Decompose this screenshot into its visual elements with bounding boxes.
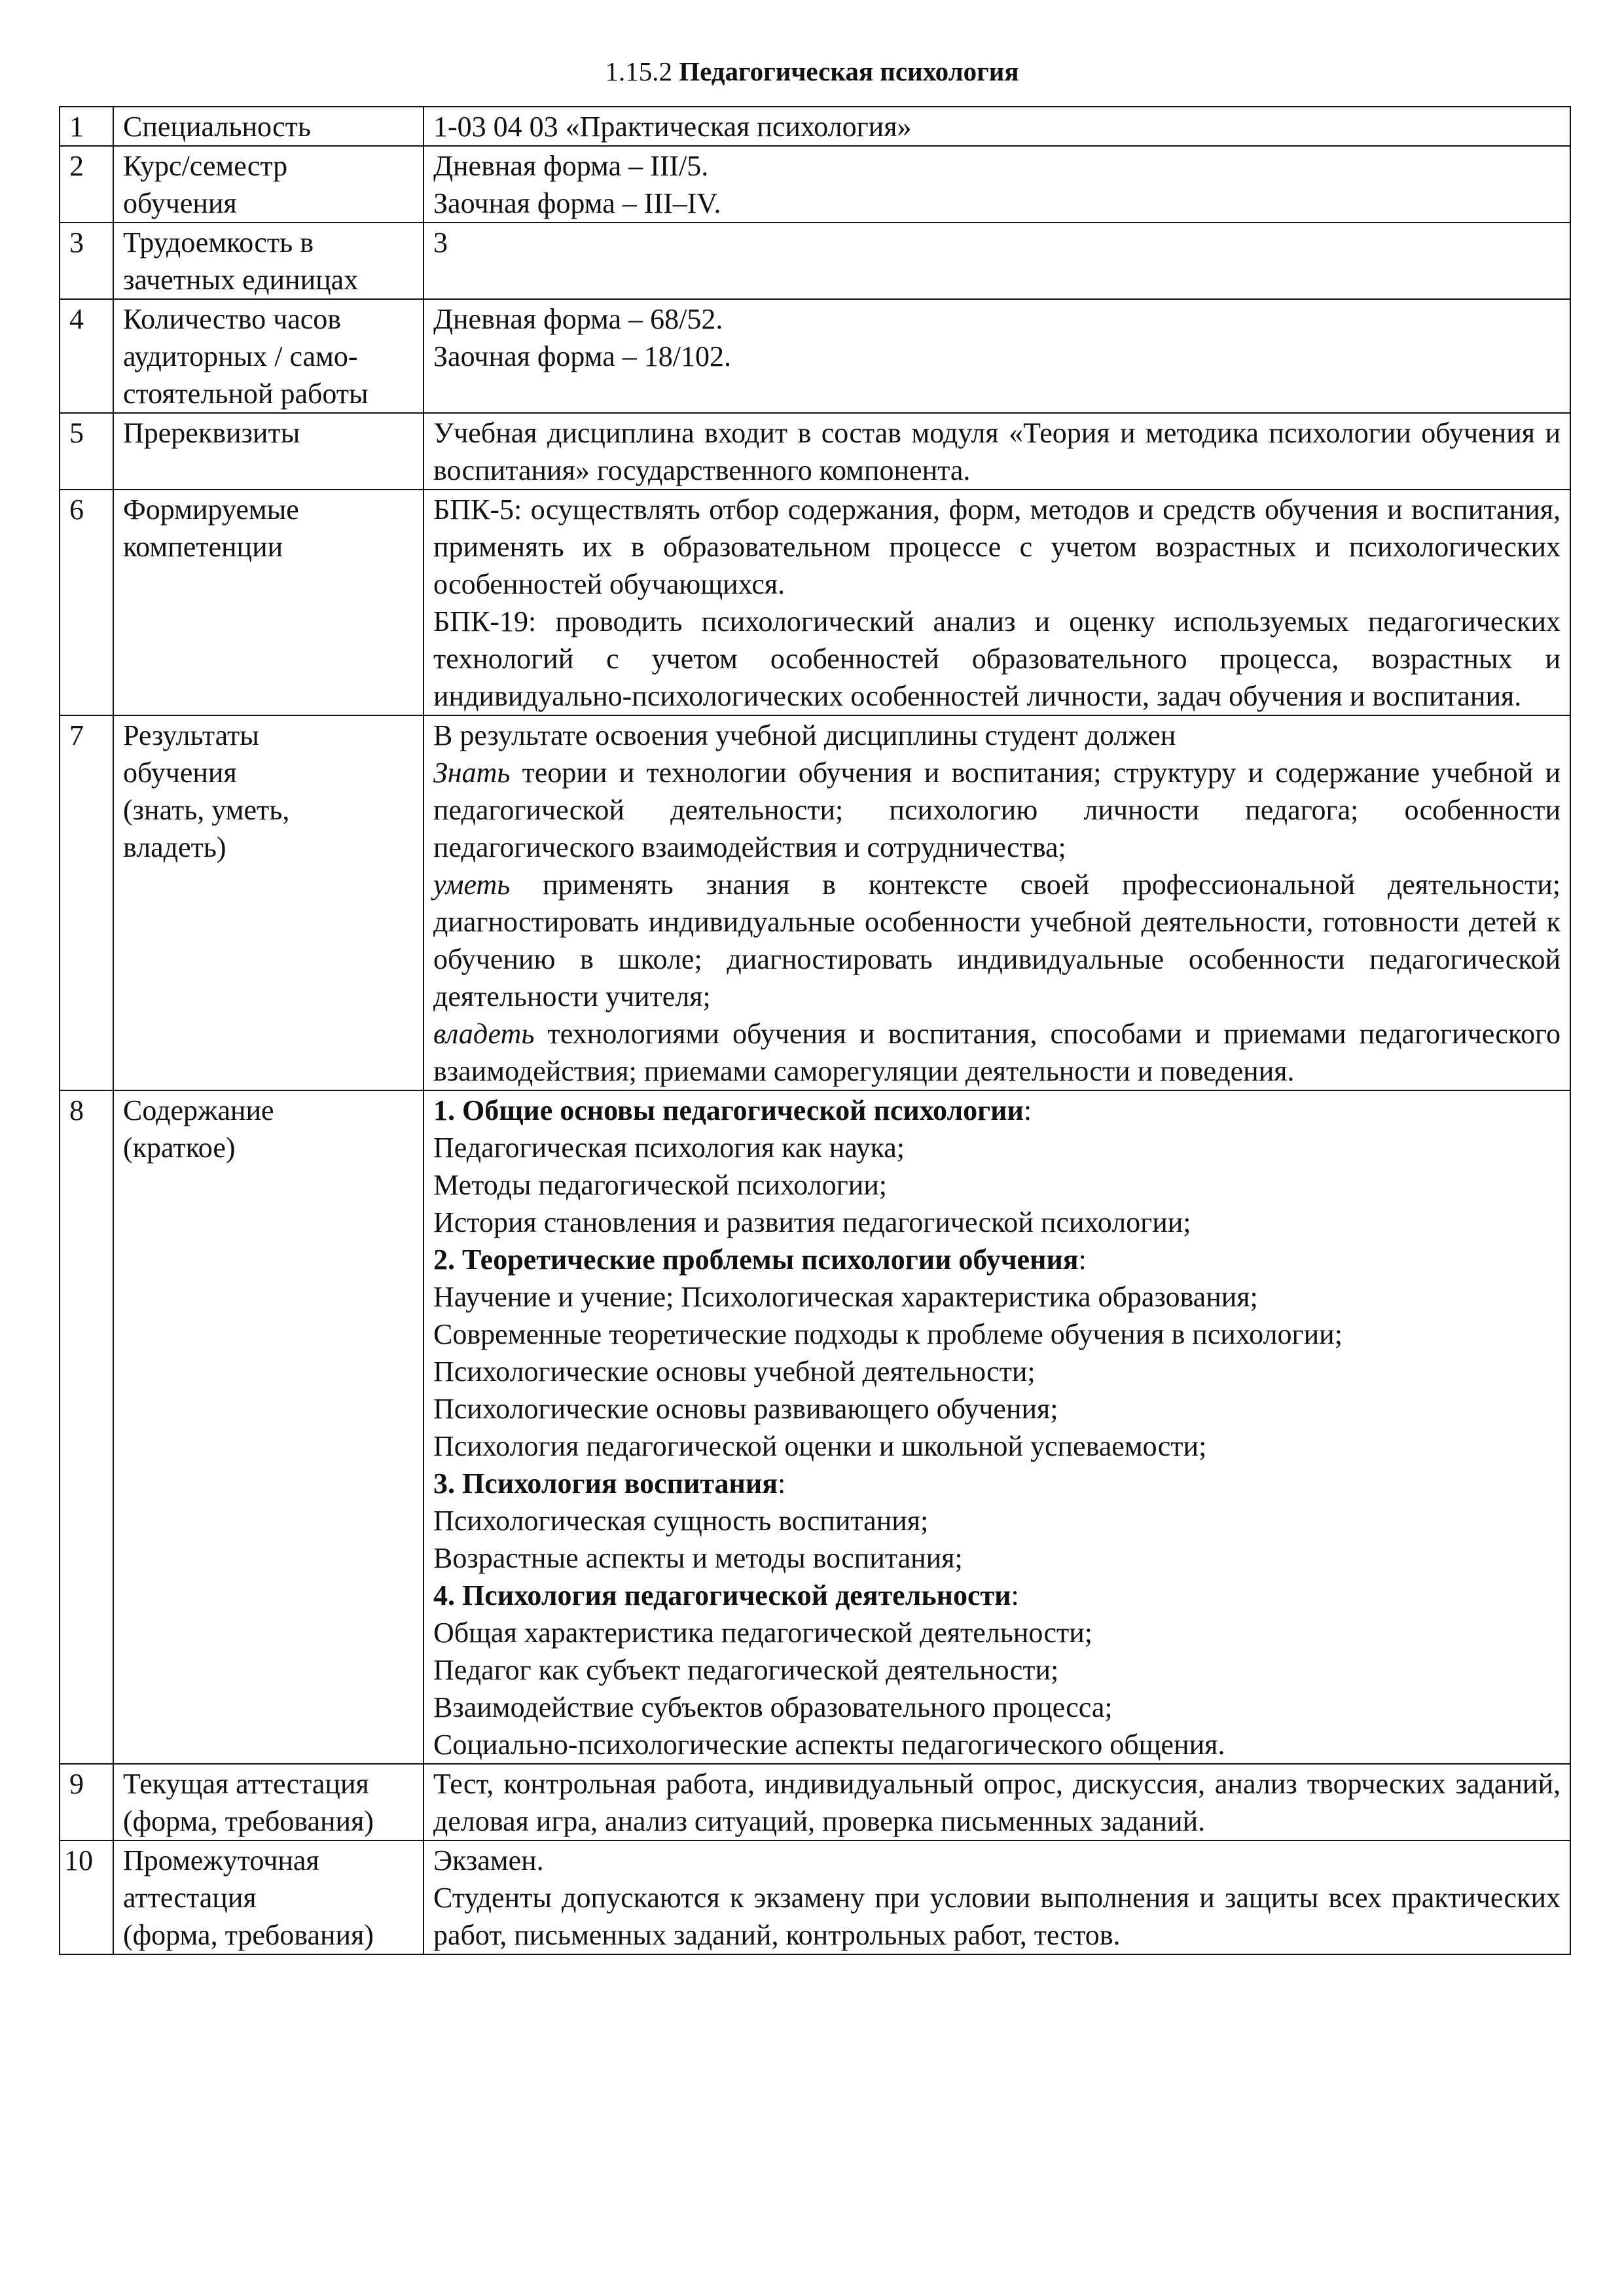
discipline-table [59, 106, 1571, 1955]
section-item: Современные теоретические подходы к проблеме обучения в психологии; [433, 1318, 1343, 1350]
section-item: Общая характеристика педагогической деятельности; [433, 1617, 1092, 1649]
row-content [424, 1090, 1570, 1764]
section-item: Педагог как субъект педагогической деятельности; [433, 1654, 1059, 1686]
section-item: Взаимодействие субъектов образовательного процесса; [433, 1691, 1113, 1723]
table-row-hours [60, 299, 1570, 413]
row-content [424, 715, 1570, 1090]
row-content: Экзамен. Студенты допускаются к экзамену при условии выполнения и защиты всех практических работ, письменных заданий, контрольных работ, тестов. [424, 1840, 1570, 1954]
row-number: 1 [60, 107, 113, 146]
outcomes-intro: В результате освоения учебной дисциплины студент должен [433, 719, 1176, 751]
row-number: 3 [60, 223, 113, 299]
row-number: 9 [60, 1764, 113, 1840]
section-heading: 1. Общие основы педагогической психологии: [433, 1094, 1032, 1126]
row-number: 6 [60, 490, 113, 715]
row-label: Курс/семестр обучения [113, 146, 424, 223]
row-label: Результаты обучения (знать, уметь, владеть) [113, 715, 424, 1090]
row-label: Специальность [113, 107, 424, 146]
section-item: Педагогическая психология как наука; [433, 1132, 905, 1164]
table-row-intermediate-assessment [60, 1840, 1570, 1954]
row-content [424, 490, 1570, 715]
document-title-number: 1.15.2 [605, 56, 672, 86]
outcome-be-able: уметь применять знания в контексте своей профессиональной деятельности; диагностировать индивидуальные особенности учебной деятельности, готовности детей к обучению в школе; диагностировать индивидуальные особенности педагогической деятельности учителя; [433, 869, 1561, 1013]
section-item: Социально-психологические аспекты педагогического общения. [433, 1729, 1225, 1761]
row-label: Пререквизиты [113, 413, 424, 490]
row-content: Учебная дисциплина входит в состав модуля «Теория и методика психологии обучения и воспитания» государственного компонента. [424, 413, 1570, 490]
section-heading: 3. Психология воспитания: [433, 1467, 786, 1499]
row-label: Трудоемкость в зачетных единицах [113, 223, 424, 299]
row-number: 5 [60, 413, 113, 490]
row-content: Дневная форма – 68/52. Заочная форма – 18/102. [424, 299, 1570, 413]
table-row-course-semester [60, 146, 1570, 223]
row-label: Содержание (краткое) [113, 1090, 424, 1764]
row-label: Текущая аттестация (форма, требования) [113, 1764, 424, 1840]
row-number: 7 [60, 715, 113, 1090]
row-label: Промежуточная аттестация (форма, требования) [113, 1840, 424, 1954]
table-row-current-assessment [60, 1764, 1570, 1840]
row-number: 10 [60, 1840, 113, 1954]
table-row-contents [60, 1090, 1570, 1764]
section-item: История становления и развития педагогической психологии; [433, 1206, 1191, 1238]
competence-bpk-19: БПК-19: проводить психологический анализ и оценку используемых педагогических технологий с учетом особенностей образовательного процесса, возрастных и индивидуально-психологических особенностей личности, задач обучения и воспитания. [433, 605, 1561, 712]
row-number: 2 [60, 146, 113, 223]
row-label: Количество часов аудиторных / само- стоятельной работы [113, 299, 424, 413]
row-label: Формируемые компетенции [113, 490, 424, 715]
section-item: Научение и учение; Психологическая характеристика образования; [433, 1281, 1258, 1313]
section-item: Психология педагогической оценки и школьной успеваемости; [433, 1430, 1207, 1462]
row-content: Дневная форма – III/5. Заочная форма – III–IV. [424, 146, 1570, 223]
row-content: 3 [424, 223, 1570, 299]
document-title [0, 54, 1624, 89]
outcome-master: владеть технологиями обучения и воспитания, способами и приемами педагогического взаимодействия; приемами саморегуляции деятельности и поведения. [433, 1018, 1561, 1087]
table-row-prerequisites [60, 413, 1570, 490]
document-title-text: Педагогическая психология [679, 56, 1019, 86]
section-item: Психологические основы учебной деятельности; [433, 1355, 1036, 1388]
table-row-learning-outcomes [60, 715, 1570, 1090]
section-item: Психологическая сущность воспитания; [433, 1505, 929, 1537]
section-item: Методы педагогической психологии; [433, 1169, 888, 1201]
section-item: Возрастные аспекты и методы воспитания; [433, 1542, 963, 1574]
table-row-competences [60, 490, 1570, 715]
row-content: 1-03 04 03 «Практическая психология» [424, 107, 1570, 146]
section-heading: 2. Теоретические проблемы психологии обучения: [433, 1244, 1087, 1276]
competence-bpk-5: БПК-5: осуществлять отбор содержания, форм, методов и средств обучения и воспитания, применять их в образовательном процессе с учетом возрастных и психологических особенностей обучающихся. [433, 493, 1561, 600]
row-number: 4 [60, 299, 113, 413]
outcome-know: Знать теории и технологии обучения и воспитания; структуру и содержание учебной и педагогической деятельности; психологию личности педагога; особенности педагогического взаимодействия и сотрудничества; [433, 757, 1561, 863]
row-content: Тест, контрольная работа, индивидуальный опрос, дискуссия, анализ творческих заданий, деловая игра, анализ ситуаций, проверка письменных заданий. [424, 1764, 1570, 1840]
row-number: 8 [60, 1090, 113, 1764]
table-row-specialty [60, 107, 1570, 146]
section-item: Психологические основы развивающего обучения; [433, 1393, 1058, 1425]
table-row-credits [60, 223, 1570, 299]
section-heading: 4. Психология педагогической деятельности: [433, 1579, 1019, 1611]
